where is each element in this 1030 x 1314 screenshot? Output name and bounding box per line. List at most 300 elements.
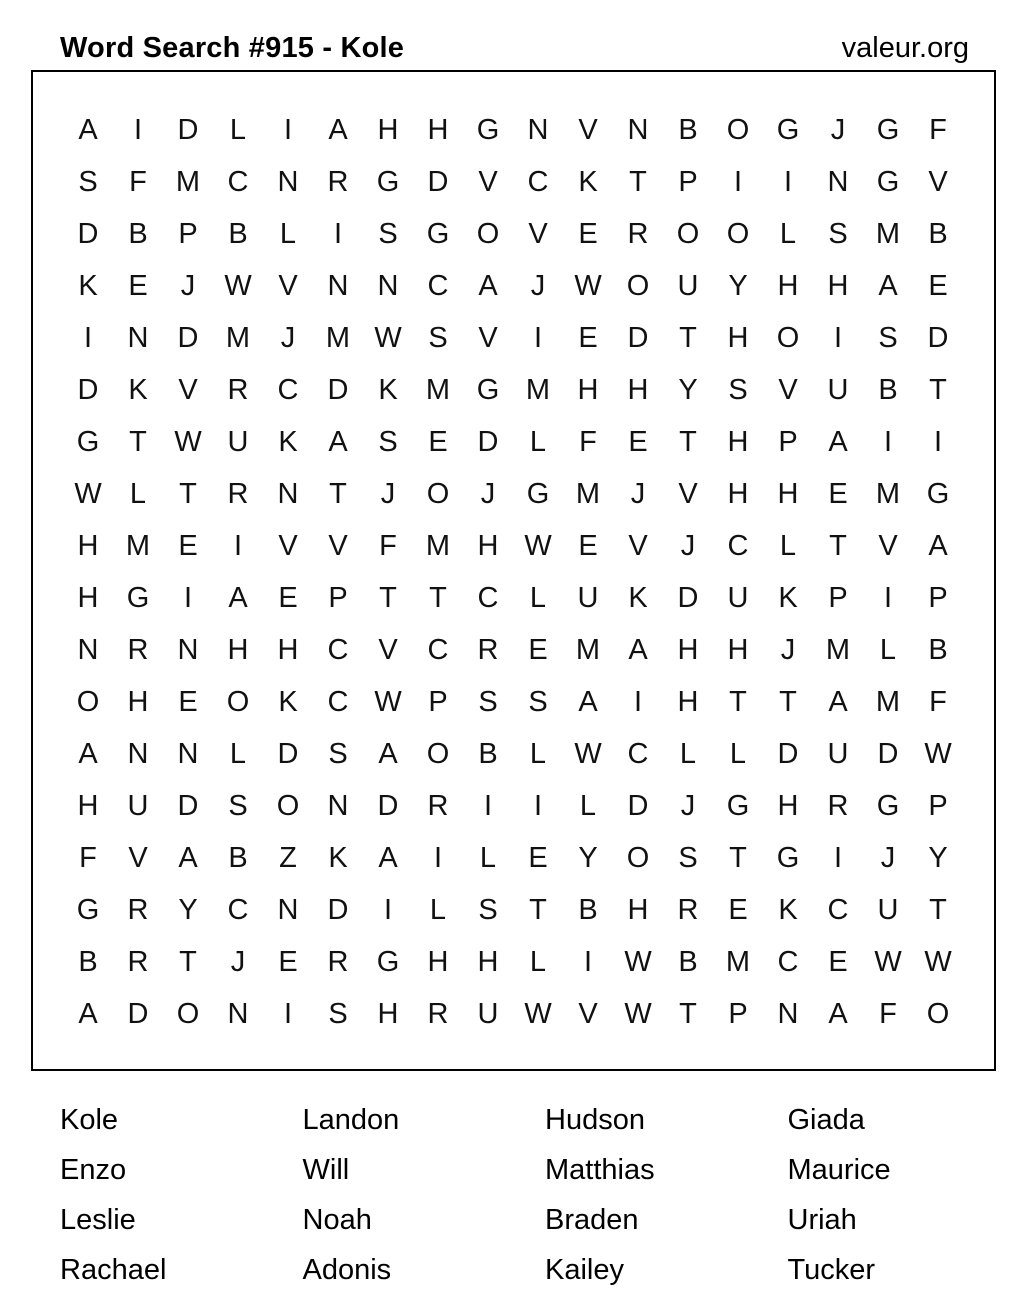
- grid-letter: D: [127, 997, 149, 1030]
- grid-letter: C: [777, 945, 799, 978]
- word-list-item: Braden: [545, 1204, 639, 1236]
- grid-letter: K: [328, 841, 348, 874]
- grid-letter: M: [875, 217, 901, 250]
- grid-letter: T: [329, 477, 347, 510]
- grid-letter: L: [579, 789, 597, 822]
- grid-letter: L: [529, 737, 547, 770]
- grid-letter: C: [527, 165, 549, 198]
- grid-letter: M: [725, 945, 751, 978]
- grid-letter: Z: [279, 841, 297, 874]
- grid-letter: P: [778, 425, 798, 458]
- grid-letter: V: [678, 477, 698, 510]
- grid-letter: A: [378, 737, 398, 770]
- grid-letter: K: [278, 425, 298, 458]
- grid-letter: G: [526, 477, 550, 510]
- grid-letter: S: [878, 321, 898, 354]
- grid-letter: P: [828, 581, 848, 614]
- grid-letter: I: [733, 165, 743, 198]
- grid-letter: M: [325, 321, 351, 354]
- grid-letter: K: [578, 165, 598, 198]
- grid-letter: S: [478, 685, 498, 718]
- grid-letter: I: [583, 945, 593, 978]
- grid-letter: T: [679, 425, 697, 458]
- grid-letter: V: [478, 321, 498, 354]
- grid-letter: F: [79, 841, 97, 874]
- grid-letter: N: [177, 633, 199, 666]
- grid-letter: Y: [728, 269, 748, 302]
- grid-letter: R: [627, 217, 649, 250]
- grid-letter: B: [478, 737, 498, 770]
- grid-letter: Y: [928, 841, 948, 874]
- grid-letter: A: [78, 997, 98, 1030]
- word-list-item: Kole: [60, 1104, 119, 1136]
- grid-letter: I: [883, 425, 893, 458]
- grid-letter: U: [577, 581, 599, 614]
- grid-letter: K: [78, 269, 98, 302]
- grid-letter: D: [877, 737, 899, 770]
- grid-letter: B: [78, 945, 98, 978]
- grid-letter: O: [276, 789, 300, 822]
- grid-letter: P: [428, 685, 448, 718]
- grid-letter: P: [678, 165, 698, 198]
- grid-letter: M: [575, 477, 601, 510]
- grid-letter: K: [278, 685, 298, 718]
- grid-letter: J: [680, 789, 696, 822]
- grid-letter: O: [926, 997, 950, 1030]
- grid-letter: R: [827, 789, 849, 822]
- grid-letter: S: [528, 685, 548, 718]
- grid-letter: H: [627, 373, 649, 406]
- grid-letter: O: [676, 217, 700, 250]
- grid-letter: I: [233, 529, 243, 562]
- grid-letter: D: [177, 321, 199, 354]
- grid-letter: T: [929, 373, 947, 406]
- grid-letter: V: [278, 529, 298, 562]
- grid-letter: J: [630, 477, 646, 510]
- grid-letter: L: [529, 581, 547, 614]
- grid-letter: S: [478, 893, 498, 926]
- grid-letter: W: [624, 997, 652, 1030]
- grid-letter: H: [727, 321, 749, 354]
- grid-letter: S: [428, 321, 448, 354]
- grid-letter: C: [627, 737, 649, 770]
- grid-letter: V: [278, 269, 298, 302]
- grid-letter: C: [427, 633, 449, 666]
- grid-letter: W: [574, 269, 602, 302]
- grid-letter: E: [278, 581, 298, 614]
- grid-letter: G: [76, 425, 100, 458]
- grid-letter: T: [179, 477, 197, 510]
- grid-letter: S: [728, 373, 748, 406]
- grid-letter: T: [829, 529, 847, 562]
- grid-letter: I: [433, 841, 443, 874]
- grid-letter: V: [328, 529, 348, 562]
- grid-letter: L: [779, 529, 797, 562]
- grid-letter: J: [280, 321, 296, 354]
- grid-letter: O: [176, 997, 200, 1030]
- grid-letter: I: [383, 893, 393, 926]
- grid-letter: E: [628, 425, 648, 458]
- grid-letter: Y: [178, 893, 198, 926]
- grid-letter: W: [924, 945, 952, 978]
- grid-letter: A: [78, 737, 98, 770]
- grid-letter: V: [578, 997, 598, 1030]
- grid-letter: V: [378, 633, 398, 666]
- word-list: [60, 1095, 1030, 1295]
- grid-letter: L: [229, 737, 247, 770]
- grid-letter: R: [427, 997, 449, 1030]
- grid-letter: T: [129, 425, 147, 458]
- grid-letter: O: [726, 217, 750, 250]
- grid-letter: I: [883, 581, 893, 614]
- grid-letter: E: [828, 945, 848, 978]
- grid-letter: S: [328, 997, 348, 1030]
- grid-letter: L: [479, 841, 497, 874]
- grid-letter: J: [680, 529, 696, 562]
- grid-letter: G: [776, 841, 800, 874]
- grid-letter: W: [224, 269, 252, 302]
- grid-letter: J: [880, 841, 896, 874]
- grid-letter: A: [478, 269, 498, 302]
- grid-letter: I: [533, 789, 543, 822]
- grid-letter: D: [77, 217, 99, 250]
- grid-letter: N: [327, 269, 349, 302]
- grid-letter: N: [827, 165, 849, 198]
- grid-letter: D: [477, 425, 499, 458]
- grid-letter: H: [627, 893, 649, 926]
- grid-letter: H: [77, 789, 99, 822]
- grid-letter: B: [928, 217, 948, 250]
- grid-letter: U: [677, 269, 699, 302]
- grid-letter: A: [628, 633, 648, 666]
- grid-letter: B: [578, 893, 598, 926]
- grid-letter: C: [227, 893, 249, 926]
- grid-letter: J: [480, 477, 496, 510]
- grid-letter: V: [778, 373, 798, 406]
- word-list-item: Uriah: [787, 1204, 857, 1236]
- grid-letter: W: [574, 737, 602, 770]
- grid-letter: V: [178, 373, 198, 406]
- grid-letter: R: [227, 477, 249, 510]
- grid-letter: C: [727, 529, 749, 562]
- grid-letter: F: [929, 685, 947, 718]
- grid-letter: W: [524, 529, 552, 562]
- grid-letter: N: [277, 477, 299, 510]
- grid-letter: R: [327, 165, 349, 198]
- grid-letter: C: [427, 269, 449, 302]
- grid-letter: J: [780, 633, 796, 666]
- grid-letter: M: [875, 477, 901, 510]
- grid-letter: I: [283, 997, 293, 1030]
- grid-letter: D: [377, 789, 399, 822]
- grid-letter: T: [679, 321, 697, 354]
- grid-letter: V: [878, 529, 898, 562]
- grid-letter: H: [427, 945, 449, 978]
- grid-letter: R: [327, 945, 349, 978]
- grid-letter: H: [77, 581, 99, 614]
- grid-letter: L: [729, 737, 747, 770]
- grid-letter: A: [228, 581, 248, 614]
- grid-letter: H: [77, 529, 99, 562]
- grid-letter: N: [527, 113, 549, 146]
- grid-letter: A: [328, 113, 348, 146]
- grid-letter: I: [283, 113, 293, 146]
- grid-letter: U: [227, 425, 249, 458]
- grid-letter: H: [377, 997, 399, 1030]
- grid-letter: E: [728, 893, 748, 926]
- grid-letter: O: [426, 477, 450, 510]
- grid-letter: A: [928, 529, 948, 562]
- grid-letter: T: [379, 581, 397, 614]
- grid-letter: L: [679, 737, 697, 770]
- grid-letter: P: [728, 997, 748, 1030]
- grid-letter: H: [227, 633, 249, 666]
- grid-letter: I: [633, 685, 643, 718]
- grid-letter: N: [277, 893, 299, 926]
- page-title: Word Search #915 - Kole: [60, 31, 405, 64]
- grid-letter: L: [229, 113, 247, 146]
- grid-letter: H: [677, 633, 699, 666]
- word-list-item: Leslie: [60, 1204, 136, 1236]
- grid-letter: B: [128, 217, 148, 250]
- grid-letter: U: [127, 789, 149, 822]
- grid-letter: M: [175, 165, 201, 198]
- grid-letter: W: [924, 737, 952, 770]
- grid-letter: U: [827, 737, 849, 770]
- grid-letter: M: [875, 685, 901, 718]
- grid-letter: E: [428, 425, 448, 458]
- grid-letter: G: [926, 477, 950, 510]
- grid-letter: S: [828, 217, 848, 250]
- grid-letter: O: [426, 737, 450, 770]
- grid-letter: A: [578, 685, 598, 718]
- grid-letter: R: [227, 373, 249, 406]
- grid-letter: S: [228, 789, 248, 822]
- word-list-item: Noah: [302, 1204, 372, 1236]
- word-list-item: Hudson: [545, 1104, 645, 1136]
- grid-letter: T: [729, 685, 747, 718]
- grid-letter: I: [833, 841, 843, 874]
- grid-letter: I: [483, 789, 493, 822]
- word-list-item: Giada: [787, 1104, 865, 1136]
- grid-letter: P: [178, 217, 198, 250]
- grid-letter: O: [626, 269, 650, 302]
- word-list-item: Adonis: [302, 1254, 392, 1286]
- grid-letter: D: [427, 165, 449, 198]
- grid-letter: A: [828, 425, 848, 458]
- grid-letter: C: [327, 685, 349, 718]
- grid-letter: U: [727, 581, 749, 614]
- grid-letter: O: [476, 217, 500, 250]
- grid-letter: A: [178, 841, 198, 874]
- grid-letter: D: [327, 893, 349, 926]
- grid-letter: D: [677, 581, 699, 614]
- grid-letter: C: [477, 581, 499, 614]
- grid-letter: H: [677, 685, 699, 718]
- grid-letter: F: [879, 997, 897, 1030]
- grid-letter: E: [278, 945, 298, 978]
- grid-letter: S: [678, 841, 698, 874]
- grid-letter: V: [928, 165, 948, 198]
- grid-letter: N: [177, 737, 199, 770]
- grid-letter: O: [726, 113, 750, 146]
- grid-letter: D: [327, 373, 349, 406]
- word-list-item: Tucker: [787, 1254, 876, 1286]
- grid-letter: U: [827, 373, 849, 406]
- grid-letter: B: [228, 217, 248, 250]
- grid-letter: G: [126, 581, 150, 614]
- grid-letter: Y: [578, 841, 598, 874]
- grid-letter: G: [876, 789, 900, 822]
- grid-letter: B: [928, 633, 948, 666]
- grid-letter: P: [928, 581, 948, 614]
- grid-letter: W: [374, 685, 402, 718]
- grid-letter: W: [374, 321, 402, 354]
- grid-letter: B: [878, 373, 898, 406]
- grid-letter: E: [928, 269, 948, 302]
- grid-letter: S: [328, 737, 348, 770]
- letter-grid: [63, 104, 963, 1040]
- grid-letter: I: [933, 425, 943, 458]
- grid-letter: N: [777, 997, 799, 1030]
- grid-letter: I: [333, 217, 343, 250]
- grid-letter: H: [127, 685, 149, 718]
- grid-letter: M: [225, 321, 251, 354]
- grid-letter: W: [874, 945, 902, 978]
- word-list-item: Matthias: [545, 1154, 655, 1186]
- grid-letter: D: [627, 321, 649, 354]
- grid-letter: D: [927, 321, 949, 354]
- grid-letter: H: [477, 945, 499, 978]
- word-list-item: Rachael: [60, 1254, 167, 1286]
- grid-letter: A: [328, 425, 348, 458]
- grid-letter: H: [377, 113, 399, 146]
- grid-letter: E: [828, 477, 848, 510]
- grid-letter: A: [378, 841, 398, 874]
- grid-letter: T: [779, 685, 797, 718]
- grid-letter: K: [778, 893, 798, 926]
- grid-letter: T: [929, 893, 947, 926]
- grid-letter: O: [626, 841, 650, 874]
- grid-letter: F: [129, 165, 147, 198]
- grid-letter: C: [227, 165, 249, 198]
- grid-letter: J: [530, 269, 546, 302]
- grid-letter: T: [179, 945, 197, 978]
- grid-letter: A: [828, 685, 848, 718]
- grid-letter: B: [228, 841, 248, 874]
- grid-letter: M: [525, 373, 551, 406]
- grid-letter: I: [133, 113, 143, 146]
- grid-letter: O: [76, 685, 100, 718]
- word-list-item: Will: [302, 1154, 350, 1186]
- grid-letter: U: [877, 893, 899, 926]
- grid-letter: L: [529, 425, 547, 458]
- grid-letter: K: [378, 373, 398, 406]
- grid-letter: T: [679, 997, 697, 1030]
- grid-letter: E: [178, 685, 198, 718]
- grid-letter: V: [578, 113, 598, 146]
- grid-letter: N: [77, 633, 99, 666]
- grid-letter: H: [827, 269, 849, 302]
- grid-letter: B: [678, 113, 698, 146]
- grid-letter: F: [579, 425, 597, 458]
- grid-letter: W: [74, 477, 102, 510]
- grid-letter: C: [277, 373, 299, 406]
- grid-letter: R: [127, 893, 149, 926]
- grid-letter: G: [476, 373, 500, 406]
- grid-letter: L: [779, 217, 797, 250]
- grid-letter: I: [783, 165, 793, 198]
- grid-letter: S: [378, 217, 398, 250]
- word-list-item: Enzo: [60, 1154, 127, 1186]
- grid-letter: M: [825, 633, 851, 666]
- grid-letter: D: [177, 113, 199, 146]
- grid-letter: K: [778, 581, 798, 614]
- grid-letter: L: [279, 217, 297, 250]
- grid-letter: A: [828, 997, 848, 1030]
- grid-letter: K: [128, 373, 148, 406]
- grid-letter: N: [627, 113, 649, 146]
- word-list-item: Landon: [302, 1104, 400, 1136]
- grid-letter: T: [629, 165, 647, 198]
- grid-letter: K: [628, 581, 648, 614]
- grid-letter: P: [928, 789, 948, 822]
- grid-letter: G: [426, 217, 450, 250]
- word-list-item: Maurice: [787, 1154, 891, 1186]
- grid-letter: L: [129, 477, 147, 510]
- grid-letter: H: [577, 373, 599, 406]
- grid-letter: E: [578, 321, 598, 354]
- grid-letter: H: [777, 477, 799, 510]
- grid-letter: T: [529, 893, 547, 926]
- grid-letter: I: [533, 321, 543, 354]
- grid-letter: R: [127, 945, 149, 978]
- grid-letter: C: [327, 633, 349, 666]
- grid-letter: G: [376, 165, 400, 198]
- grid-letter: O: [226, 685, 250, 718]
- grid-letter: S: [78, 165, 98, 198]
- grid-letter: G: [876, 113, 900, 146]
- grid-letter: R: [427, 789, 449, 822]
- grid-letter: G: [76, 893, 100, 926]
- grid-letter: U: [477, 997, 499, 1030]
- word-list-item: Kailey: [545, 1254, 624, 1286]
- grid-letter: N: [377, 269, 399, 302]
- grid-letter: A: [878, 269, 898, 302]
- grid-letter: F: [929, 113, 947, 146]
- grid-letter: D: [627, 789, 649, 822]
- header: [60, 28, 969, 68]
- grid-letter: G: [376, 945, 400, 978]
- grid-letter: P: [328, 581, 348, 614]
- site-name: valeur.org: [841, 31, 969, 64]
- grid-letter: N: [327, 789, 349, 822]
- grid-letter: I: [83, 321, 93, 354]
- grid-letter: H: [727, 477, 749, 510]
- grid-letter: E: [128, 269, 148, 302]
- grid-letter: J: [830, 113, 846, 146]
- grid-letter: H: [427, 113, 449, 146]
- grid-letter: W: [174, 425, 202, 458]
- grid-letter: E: [578, 529, 598, 562]
- grid-letter: M: [125, 529, 151, 562]
- grid-letter: E: [528, 633, 548, 666]
- grid-letter: Y: [678, 373, 698, 406]
- grid-letter: H: [727, 425, 749, 458]
- grid-letter: G: [876, 165, 900, 198]
- grid-letter: V: [628, 529, 648, 562]
- grid-letter: N: [127, 737, 149, 770]
